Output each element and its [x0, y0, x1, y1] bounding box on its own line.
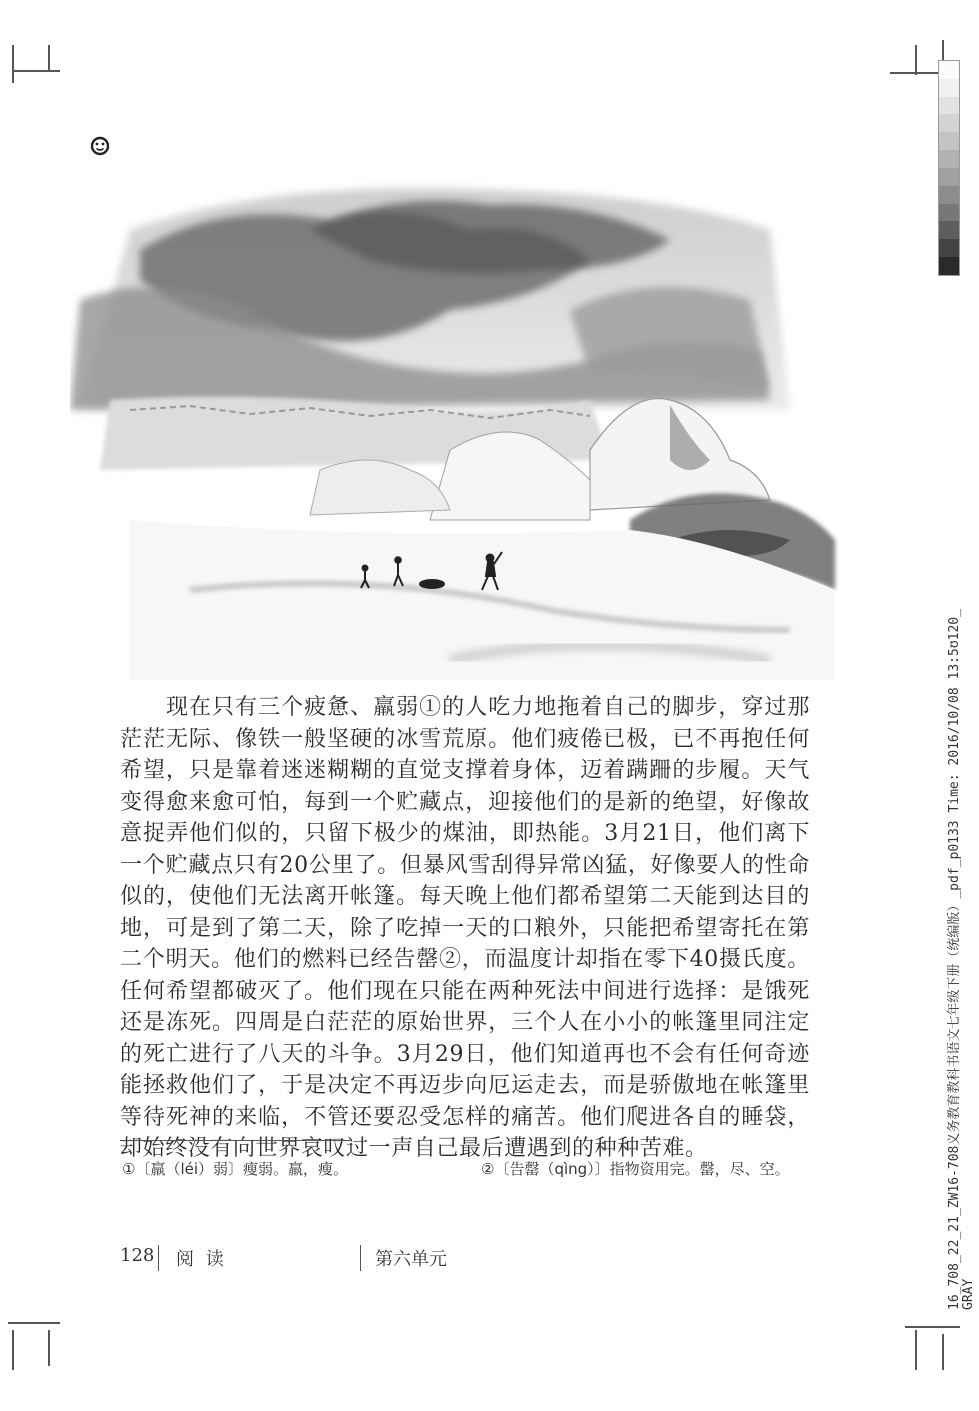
- crop-mark-bottom-left-h: [8, 1322, 60, 1324]
- footer-unit: 第六单元: [375, 1249, 447, 1270]
- print-info-line2: GRAY: [961, 1278, 976, 1310]
- footnote-2: ②〔告罄（qìng）〕指物资用完。罄，尽、空。: [481, 1160, 790, 1178]
- print-info-line1: 16_708_22_21_ZW16-708义务教育教科书语文七年级下册（统编版）_pdf_p0133 Time: 2016/10/08 13:5ʊ120_: [947, 609, 962, 1310]
- crop-mark-top-left-v2: [48, 45, 50, 71]
- smiley-face-icon: [90, 136, 110, 156]
- body-paragraph: 现在只有三个疲惫、羸弱①的人吃力地拖着自己的脚步，穿过那茫茫无际、像铁一般坚硬的冰雪荒原。他们疲倦已极，已不再抱任何希望，只是靠着迷迷糊糊的直觉支撑着身体，迈着蹒跚的步履。天气变得愈来愈可怕，每到一个贮藏点，迎接他们的是新的绝望，好像故意捉弄他们似的，只留下极少的煤油，即热能。3月21日，他们离下一个贮藏点只有20公里了。但暴风雪刮得异常凶猛，好像要人的性命似的，使他们无法离开帐篷。每天晚上他们都希望第二天能到达目的地，可是到了第二天，除了吃掉一天的口粮外，只能把希望寄托在第二个明天。他们的燃料已经告罄②，而温度计却指在零下40摄氏度。任何希望都破灭了。他们现在只能在两种死法中间进行选择：是饿死还是冻死。四周是白茫茫的原始世界，三个人在小小的帐篷里同注定的死亡进行了八天的斗争。3月29日，他们知道再也不会有任何奇迹能拯救他们了，于是决定不再迈步向厄运走去，而是骄傲地在帐篷里等待死神的来临，不管还要忍受怎样的痛苦。他们爬进各自的睡袋，却始终没有向世界哀叹过一声自己最后遭遇到的种种苦难。: [120, 695, 810, 1161]
- antarctic-expedition-illustration: [70, 160, 840, 680]
- crop-mark-bottom-left-v2: [48, 1330, 50, 1366]
- crop-mark-bottom-right-h: [905, 1326, 960, 1328]
- footer-separator-1: [158, 1245, 159, 1271]
- crop-mark-top-right-v: [915, 45, 917, 75]
- crop-mark-bottom-right-v: [915, 1330, 917, 1370]
- crop-mark-bottom-left-v: [12, 1330, 14, 1370]
- print-info-label: [947, 609, 976, 1310]
- page-number: 128: [120, 1245, 155, 1266]
- gray-scale-strip: [938, 60, 960, 276]
- footnote-1: ①〔羸（léi）弱〕瘦弱。羸，瘦。: [122, 1160, 349, 1178]
- crop-mark-top-left-v: [12, 45, 14, 83]
- footer-separator-2: [360, 1245, 361, 1271]
- footnote-divider: [120, 1140, 350, 1141]
- crop-mark-bottom-right-v2: [942, 1334, 944, 1370]
- footer-section: 阅 读: [176, 1249, 227, 1270]
- crop-mark-top-left-h: [12, 70, 60, 72]
